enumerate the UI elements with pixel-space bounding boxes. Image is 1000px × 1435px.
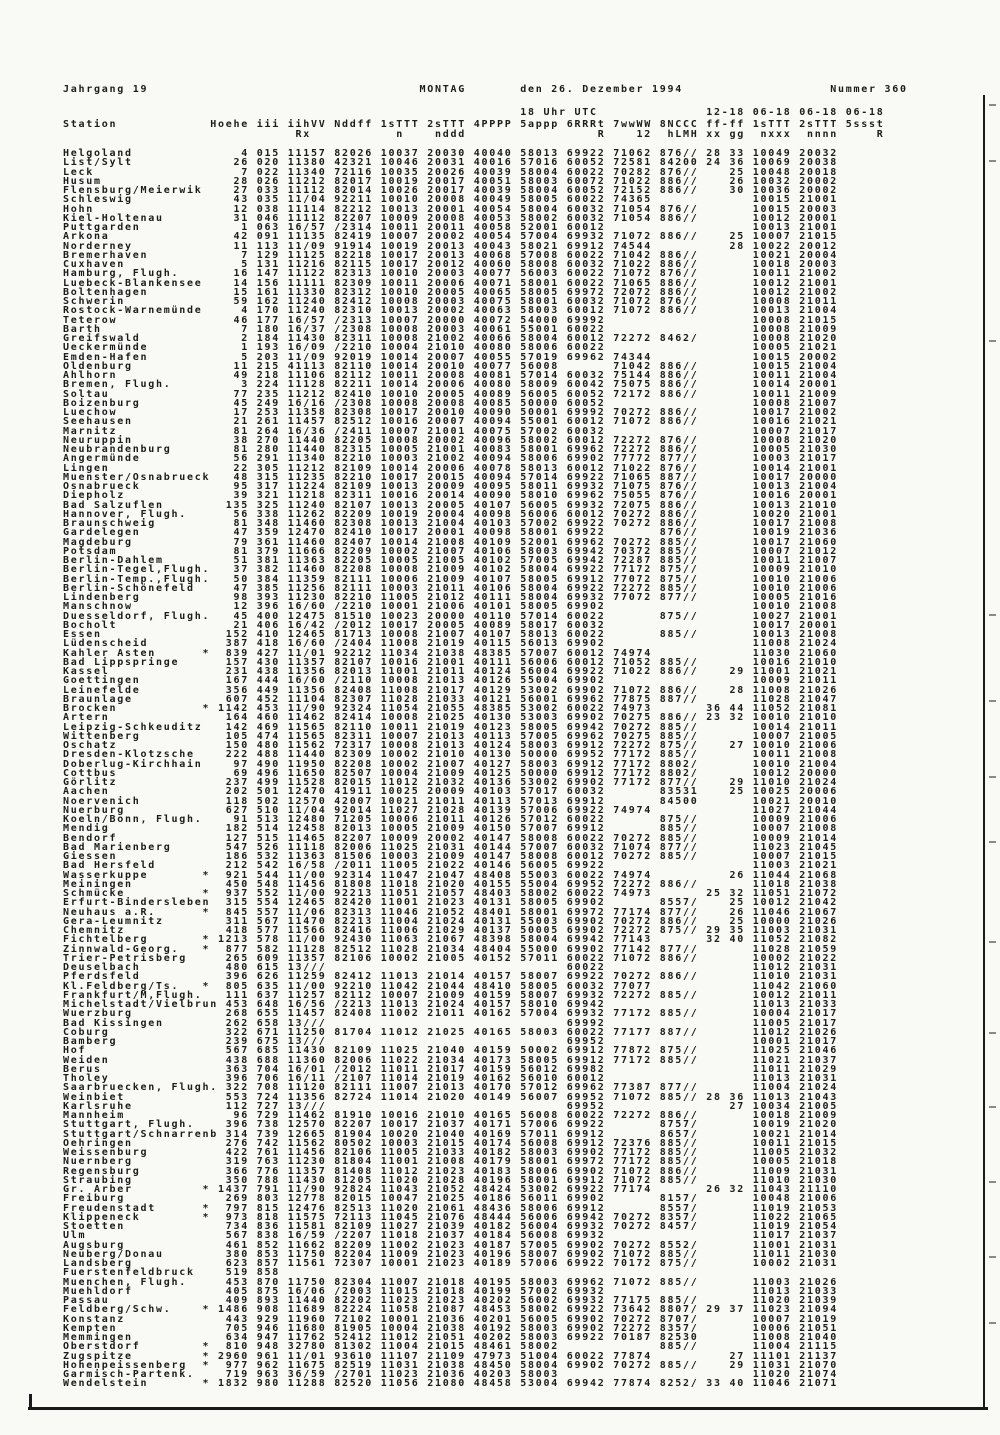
table-row: Stuttgart, Flugh. 396 738 12570 82207 10017 21037 40171 57006 69922 8757/ 10019 21020 <box>63 1119 839 1131</box>
table-row: Konstanz 443 929 11960 72102 10001 21036 40201 56005 69902 70272 8707/ 10007 21019 <box>63 1313 839 1325</box>
scan-mark <box>989 1032 996 1034</box>
table-row: Soltau 77 235 11212 82410 10010 20005 40089 56005 60052 72172 886// 10011 21009 <box>63 388 839 400</box>
table-row: Bad Hersfeld 212 542 16/58 /2011 11005 21022 40146 56005 69922 11003 21021 <box>63 860 839 872</box>
table-row: Coburg 322 671 11250 81704 11012 21025 40165 58003 60022 77177 887// 11012 21026 <box>63 1026 839 1038</box>
table-row: Doberlug-Kirchhain 97 490 11950 82208 10002 21007 40127 58003 69912 77172 8802/ 10010 21004 <box>63 758 839 770</box>
table-row: Barth 7 180 16/37 /2308 10008 20003 40061 55001 60022 10008 21009 <box>63 323 839 335</box>
table-row: Bad Kissingen 262 658 13/// 69992 11005 21017 <box>63 1017 839 1029</box>
date-label: den 26. Dezember 1994 <box>520 84 684 95</box>
table-row: Erfurt-Bindersleben 315 554 12465 82420 11001 21023 40131 58005 69902 8557/ 25 10012 21042 <box>63 897 839 909</box>
table-row: Muenster/Osnabrueck 48 315 11235 82210 10017 20015 40094 57014 69922 71065 887// 10017 20000 <box>63 471 839 483</box>
table-row: Essen 152 410 12465 81713 10008 21007 40107 58013 60022 885// 10013 21008 <box>63 629 839 640</box>
scan-mark <box>989 160 996 162</box>
scan-mark <box>989 1256 996 1258</box>
table-row: Kassel 231 438 11356 82013 11001 21011 40124 56004 69922 71022 886// 29 11001 21021 <box>63 666 839 677</box>
table-row: Trier-Petrisberg 265 609 11357 82106 10002 21005 40152 57011 60022 71072 886// 10002 21022 <box>63 952 839 964</box>
table-row: Görlitz 237 499 11528 82015 11012 21032 40136 53002 69902 77172 877// 29 11010 21024 <box>63 777 839 788</box>
scan-mark <box>989 1181 996 1183</box>
table-row: List/Sylt 26 020 11380 42321 10046 20031 40016 57016 60052 72581 84200 24 36 10069 20038 <box>63 157 839 169</box>
table-row: Luebeck-Blankensee 14 156 11111 82309 10011 20006 40071 58001 60022 71065 886// 10012 21001 <box>63 277 839 289</box>
table-row: Bocholt 21 406 16/42 /2012 10017 20005 40089 58017 60032 10017 20001 <box>63 619 839 631</box>
table-row: Passau 409 893 11440 82202 11023 21023 40202 56002 69932 77175 885// 11020 21039 <box>63 1295 839 1306</box>
table-row: Neuruppin 38 270 11440 82205 10008 20002 40096 58002 60012 72272 876// 10008 21020 <box>63 434 839 446</box>
table-row: Michelstadt/Vielbrun 453 648 16/56 /2213 11013 21024 40157 58010 69942 11013 21033 <box>63 999 839 1010</box>
scan-mark <box>989 340 996 342</box>
table-row: Schwerin 59 162 11240 82412 10008 20003 40075 58001 60032 71072 876// 10008 21011 <box>63 296 839 307</box>
table-row: Stuttgart/Schnarrenb 314 739 12665 81904 10020 21040 40169 57011 69912 8657/ 10021 21014 <box>63 1128 839 1140</box>
table-row: Angermünde 56 291 11340 82210 10003 21002 40094 58006 69902 77772 877// 10003 21017 <box>63 453 839 465</box>
table-row: Berlin-Dahlem 51 381 11363 82205 10005 21005 40102 57005 69942 72287 885// 10011 21007 <box>63 555 839 566</box>
table-row: Kl.Feldberg/Ts. * 805 635 11/00 92210 11042 21044 48410 58005 60032 77077 11042 21060 <box>63 980 839 992</box>
table-row: Lingen 22 305 11212 82109 10014 20006 40078 58013 60012 71022 876// 10014 21001 <box>63 462 839 474</box>
table-row: Osnabrueck 95 317 11224 82109 10013 20009 40095 58011 69932 71075 876// 10013 21004 <box>63 481 839 492</box>
table-row: Berlin-Tegel,Flugh. 37 382 11460 82208 10008 21009 40102 58004 69922 77172 875// 10009 21010 <box>63 564 839 576</box>
table-row: Cottbus 69 496 11650 82507 10004 21009 40125 50000 69912 77172 8802/ 10012 20000 <box>63 767 839 779</box>
table-row: Seehausen 21 261 11457 82512 10016 20007 40094 55001 60012 71072 886// 10016 21021 <box>63 416 839 428</box>
observation-table <box>63 149 838 1389</box>
scan-mark <box>989 700 996 702</box>
table-row: Norderney 11 113 11/09 91914 10019 20013 40043 58021 69912 74544 28 10022 20012 <box>63 240 839 252</box>
table-row: Neuhaus a.R. * 845 557 11/06 82313 11046 21052 48401 58001 69972 77174 877// 26 11046 21067 <box>63 906 839 918</box>
table-row: Frankfurt/M,Flugh. 111 637 11257 82112 10007 21009 40159 58007 69932 72272 885// 10012 21011 <box>63 989 839 1001</box>
table-row: Ahlhorn 49 218 11106 82112 10011 20008 40081 57014 60032 75144 886// 10011 21004 <box>63 370 839 381</box>
table-row: Kahler Asten * 839 427 11/01 92212 11034 21038 48385 57007 60012 74974 11030 21060 <box>63 647 839 659</box>
scan-mark <box>989 614 996 616</box>
table-row: Berlin-Temp.,Flugh. 50 384 11359 82111 10006 21009 40107 58005 69912 77072 875// 10010 21006 <box>63 573 839 585</box>
table-row: Lindenberg 98 393 11230 82210 11005 21012 40111 58004 69932 77072 877// 10005 21016 <box>63 592 839 603</box>
table-row: Duesseldorf, Flugh. 45 400 12475 81510 10023 20000 40110 57014 60022 875// 10027 21001 <box>63 610 839 622</box>
table-row: Luechow 17 253 11358 82308 10017 20010 40090 50001 69992 70272 886// 10017 21002 <box>63 407 839 418</box>
table-row: Emden-Hafen 5 203 11/09 92019 10014 20007 40055 57019 69962 74344 10015 20002 <box>63 351 839 363</box>
table-row: Wasserkuppe * 921 544 11/00 92314 11047 21047 48408 55003 60022 74974 26 11044 21068 <box>63 869 839 881</box>
table-row: Oberstdorf * 810 948 32780 81302 11004 21015 48461 58002 885// 11004 21115 <box>63 1341 839 1353</box>
table-header-columns: Station Hoehe iii iihVV Nddff 1sTTT 2sTTT 4PPPP 5appp 6RRRt 7wwWW 8NCCC ff-ff 1sTTT 2sTTT 5ssst <box>63 119 885 130</box>
table-row: Neuberg/Donau 380 853 11750 82204 11009 21023 40196 58007 69902 71072 885// 11011 21030 <box>63 1248 839 1260</box>
table-row: Feldberg/Schw. * 1486 908 11689 82224 11058 21087 48453 58002 69922 73642 8807/ 29 37 11023 21094 <box>63 1304 839 1316</box>
table-row: Mannheim 96 729 11462 81910 10016 21010 40165 56008 60022 72272 886// 10018 21009 <box>63 1110 839 1121</box>
table-row: Husum 28 026 11212 82017 10019 20017 40051 58003 60072 71022 886// 26 10032 20002 <box>63 175 839 187</box>
table-row: Aachen 202 501 12470 41911 10025 20009 40103 57017 60032 83531 25 10025 20006 <box>63 786 839 798</box>
table-row: Ulm 567 838 16/59 /2207 11018 21037 40184 56008 69932 11017 21037 <box>63 1230 839 1242</box>
table-row: Bad Lippspringe 157 430 11357 82107 10016 21001 40111 56006 60012 71052 885// 10016 21010 <box>63 656 839 668</box>
table-row: Nuerburg 627 510 11/04 92014 11027 21028 40139 57006 69922 74974 11027 21044 <box>63 804 839 816</box>
table-row: Karlsruhe 112 727 13/// 69952 27 10034 21005 <box>63 1100 839 1112</box>
table-row: Potsdam 81 379 11666 82209 10002 21007 40106 58003 69942 70372 885// 10007 21012 <box>63 545 839 557</box>
scan-edge-left-tick <box>29 1394 32 1409</box>
table-row: Memmingen 634 947 11762 52412 11012 21051 40202 58003 69922 70187 82530 11008 21040 <box>63 1332 839 1343</box>
table-row: Stoetten 734 836 11581 82109 11027 21039 40182 56004 69932 70272 8457/ 11019 21054 <box>63 1221 839 1232</box>
table-row: Schmücke * 937 552 11/00 92213 11051 21057 48403 58002 60022 74973 25 32 11051 21072 <box>63 888 839 899</box>
table-row: Landsberg 623 857 11561 72307 10001 21023 40189 57006 69922 70172 875// 10002 21031 <box>63 1258 839 1269</box>
table-row: Leipzig-Schkeuditz 142 469 11565 82110 10011 21019 40123 58005 69942 70272 885// 10014 21011 <box>63 721 839 733</box>
table-row: Hohenpeissenberg * 977 962 11675 82519 11031 21038 48450 58004 69902 70272 885// 29 11031 21070 <box>63 1359 839 1371</box>
table-row: Leck 7 022 11340 72116 10035 20026 40039 58004 60022 70282 876// 25 10048 20018 <box>63 166 839 178</box>
table-row: Garmisch-Partenk. 719 963 36/59 /2701 11023 21036 40203 58003 11020 21074 <box>63 1369 839 1380</box>
table-row: Fuerstenfeldbruck 519 858 <box>63 1267 839 1279</box>
table-row: Bendorf 127 515 11465 82207 10009 20002 40147 58008 60022 70272 885// 10009 21014 <box>63 832 839 844</box>
table-row: Meiningen 450 548 11456 81808 11018 21020 40155 55004 69952 72272 886// 11018 21038 <box>63 878 839 890</box>
table-row: Cuxhaven 5 131 11216 82115 10017 20012 40060 58008 60032 71022 886// 10018 20003 <box>63 259 839 270</box>
table-header-subcolumns: Rx n nddd R 12 hLMH xx gg nxxx nnnn R <box>63 129 885 140</box>
table-row: Weissenburg 422 761 11456 82106 11005 21033 40182 58003 69902 77172 885// 11005 21032 <box>63 1147 839 1158</box>
table-row: Hannover, Flugh. 56 338 11262 82209 10019 20004 40098 56006 60012 70272 886// 10020 21001 <box>63 508 839 520</box>
scan-mark <box>989 104 996 106</box>
table-row: Magdeburg 79 361 11460 82407 10014 21008 40109 52001 69962 70272 885// 10017 21060 <box>63 536 839 548</box>
table-row: Braunschweig 81 348 11460 82308 10013 21004 40103 57002 69922 70272 886// 10017 21008 <box>63 518 839 529</box>
table-row: Weinbiet 553 724 11356 82724 11014 21020 40149 56007 69952 71072 885// 28 36 11013 21043 <box>63 1091 839 1103</box>
scan-mark <box>989 941 996 943</box>
table-row: Noervenich 118 502 12570 42007 10021 21011 40113 57013 69912 84500 10021 20010 <box>63 795 839 807</box>
table-row: Wuerzburg 268 655 11457 82408 11002 21011 40162 57004 69932 77172 885// 10004 21017 <box>63 1008 839 1020</box>
table-row: Hohn 12 038 11114 82212 10013 20001 40054 58004 60032 71054 876// 10015 20003 <box>63 203 839 215</box>
table-row: Zinnwald-Georg. * 877 582 11128 82512 11028 21034 48404 55000 69902 77142 877// 11028 21059 <box>63 943 839 955</box>
table-row: Berus 363 704 16/01 /2012 11011 21017 40159 56012 69982 11011 21029 <box>63 1063 839 1075</box>
table-row: Augsburg 461 852 11662 82209 11002 21023 40187 57005 69902 70272 8552/ 11001 21031 <box>63 1239 839 1251</box>
table-row: Tholey 396 706 16/11 /2107 11014 21019 40162 56010 60012 11013 21031 <box>63 1073 839 1084</box>
scan-mark <box>989 1322 996 1324</box>
table-row: Gera-Leumnitz 311 567 11470 82213 11004 21024 40131 55003 69902 70272 886// 25 10000 21026 <box>63 915 839 927</box>
table-row: Flensburg/Meierwik 27 033 11112 82014 10026 20017 40039 58004 60052 72152 886// 30 10036 20002 <box>63 185 839 196</box>
table-row: Schleswig 43 035 11/04 92211 10010 20008 40049 58005 60022 74365 10015 21001 <box>63 194 839 206</box>
table-row: Freudenstadt * 797 815 12476 82513 11020 21061 48436 58006 69912 8557/ 11019 21053 <box>63 1202 839 1214</box>
table-row: Straubing 350 788 11430 81205 11020 21028 40196 58001 69912 71072 885// 11010 21030 <box>63 1174 839 1186</box>
table-row: Goettingen 167 444 16/60 /2110 10008 21013 40126 55004 69902 10009 21011 <box>63 675 839 687</box>
weekday-label: MONTAG <box>419 84 467 95</box>
table-row: Artern 164 460 11462 82414 10008 21025 40130 53003 69902 70275 886// 23 32 10010 21010 <box>63 712 839 724</box>
table-row: Bremerhaven 7 129 11125 82218 10017 20013 40068 57008 60022 71042 886// 10021 20004 <box>63 249 839 261</box>
table-row: Freiburg 269 803 12778 82015 10047 21025 40186 56011 69902 8157/ 10048 21006 <box>63 1193 839 1205</box>
table-row: Wittenberg 105 474 11565 82311 10007 21013 40113 57005 69962 70275 885// 10007 21005 <box>63 730 839 742</box>
table-row: Muehldorf 405 875 16/06 /2003 11015 21018 40199 57002 69932 11013 21033 <box>63 1285 839 1297</box>
table-row: Koeln/Bonn, Flugh. 91 513 12480 71205 10006 21011 40126 57012 60022 875// 10009 21006 <box>63 814 839 825</box>
table-row: Greifswald 2 184 11430 82311 10008 21002 40066 58004 60012 72272 8462/ 10008 21020 <box>63 333 839 344</box>
scan-mark <box>989 776 996 778</box>
table-row: Kempten 705 946 11680 81905 10004 21038 40192 58003 69902 72272 8357/ 10006 21051 <box>63 1322 839 1334</box>
table-row: Giessen 186 532 11363 81506 10003 21009 40147 58008 60012 70272 885// 10007 21015 <box>63 851 839 862</box>
table-row: Bremen, Flugh. 3 224 11128 82211 10014 20006 40080 58009 60042 75075 886// 10014 20001 <box>63 379 839 391</box>
table-row: Lüdenscheid 387 418 16/60 /2404 11008 21019 40115 56013 69902 11008 21024 <box>63 638 839 650</box>
table-row: Brocken * 1142 453 11/90 92324 11054 21055 48385 53002 60022 74973 36 44 11052 21081 <box>63 703 839 714</box>
table-row: Leinefelde 356 449 11356 82408 11008 21017 40129 53002 69902 71072 886// 28 11008 21026 <box>63 684 839 696</box>
table-row: Gardelegen 47 359 12470 82410 10017 20001 40098 58001 69922 876// 10019 21036 <box>63 527 839 539</box>
table-row: Zugspitze * 2960 961 11/01 93610 11107 21109 47973 51004 60022 77874 27 11101 21137 <box>63 1350 839 1362</box>
table-row: Arkona 42 091 11135 82419 10007 20002 40054 57004 69932 71072 886// 25 10007 21015 <box>63 231 839 243</box>
table-row: Oehringen 276 742 11562 80502 10003 21015 40174 56008 69912 72376 885// 10011 21015 <box>63 1137 839 1149</box>
table-row: Chemnitz 418 577 11566 82416 11006 21029 40137 50005 69902 72272 875// 29 35 11003 21031 <box>63 925 839 936</box>
table-row: Manschnow 12 396 16/60 /2210 10001 21006 40101 58005 69902 10010 21008 <box>63 601 839 613</box>
table-row: Dresden-Klotzsche 222 488 11440 82309 10002 21010 40130 50000 69952 77172 885// 10011 21008 <box>63 749 839 761</box>
table-row: Bad Marienberg 547 526 11118 82006 11025 21031 40144 57007 60032 71074 877// 11023 21045 <box>63 841 839 853</box>
table-row: Pferdsfeld 396 626 11259 82412 11013 21014 40157 58007 69922 70272 886// 11010 21031 <box>63 971 839 983</box>
table-row: Teterow 46 177 16/57 /2313 10007 20000 40072 54000 69992 10008 21015 <box>63 314 839 326</box>
table-row: Bad Salzuflen 135 325 11240 82107 10013 20005 40107 56005 69932 72075 886// 10013 21010 <box>63 499 839 511</box>
table-row: Regensburg 366 776 11357 81408 11012 21023 40183 58006 69902 71072 886// 11009 21031 <box>63 1165 839 1177</box>
table-row: Mendig 182 514 12458 82013 10005 21009 40150 57007 69912 885// 10007 21008 <box>63 823 839 835</box>
table-row: Boltenhagen 15 161 11330 82312 10010 20005 40065 58005 69972 72072 886// 10012 21002 <box>63 286 839 298</box>
table-row: Oschatz 150 480 11562 72317 10008 21013 40124 58003 69912 72272 875// 27 10010 21006 <box>63 740 839 751</box>
scan-mark <box>989 841 996 843</box>
table-row: Kiel-Holtenau 31 046 11112 82207 10009 20008 40053 58002 60032 71054 886// 10012 20001 <box>63 212 839 224</box>
table-row: Muenchen, Flugh. 453 870 11750 82304 11007 21018 40195 58003 69962 71072 885// 11003 21026 <box>63 1276 839 1288</box>
table-row: Berlin-Schönefeld 47 385 11256 82111 10003 21011 40106 58004 69922 72272 885// 10010 21006 <box>63 582 839 594</box>
table-header-time-row: 18 Uhr UTC 12-18 06-18 06-18 06-18 <box>63 107 885 118</box>
table-row: Puttgarden 1 063 16/57 /2314 10011 20011 40058 52001 60012 10013 21001 <box>63 222 839 233</box>
scan-mark <box>989 1106 996 1108</box>
table-row: Hof 567 685 11430 82109 11025 21040 40159 50002 69912 77872 875// 11025 21046 <box>63 1045 839 1057</box>
table-row: Weiden 438 688 11360 82006 11022 21034 40173 58005 69912 77172 885// 11021 21037 <box>63 1054 839 1066</box>
table-row: Hamburg, Flugh. 16 147 11122 82313 10010 20003 40077 56003 60022 71072 876// 10011 21002 <box>63 268 839 280</box>
table-row: Wendelstein * 1832 980 11288 82520 11056 21080 48458 53004 69942 77874 8252/ 33 40 11046 21071 <box>63 1378 839 1390</box>
table-row: Neubrandenburg 81 280 11440 82315 10005 21001 40083 58001 69962 72272 886// 10005 21030 <box>63 444 839 455</box>
table-row: Diepholz 39 321 11218 82311 10016 20014 40090 58010 69962 75055 876// 10016 20001 <box>63 490 839 502</box>
table-row: Bamberg 239 675 13/// 69952 10001 21017 <box>63 1036 839 1047</box>
table-row: Boizenburg 45 249 16/16 /2308 10008 20008 40085 50000 60052 10008 21007 <box>63 397 839 409</box>
volume-label: Jahrgang 19 <box>63 84 149 95</box>
table-row: Fichtelberg * 1213 578 11/00 92430 11063 21067 48398 58004 69942 77143 32 40 11052 21082 <box>63 934 839 946</box>
table-row: Saarbruecken, Flugh. 322 708 11120 82111 11007 21013 40170 57012 69962 77387 877// 11004 21024 <box>63 1082 839 1094</box>
table-row: Gr. Arber * 1437 791 11/90 92824 11043 21052 48424 53002 69922 77174 26 32 11043 21110 <box>63 1184 839 1195</box>
table-row: Klippeneck * 973 818 11575 72113 11045 21076 48444 56006 69942 70272 8357/ 11022 21065 <box>63 1211 839 1223</box>
table-row: Helgoland 4 015 11157 82026 10037 20030 40040 58013 69922 71062 876// 28 33 10049 20032 <box>63 148 839 159</box>
issue-label: Nummer 360 <box>830 84 908 95</box>
scan-edge-right <box>983 95 985 1409</box>
table-row: Rostock-Warnemünde 4 170 11240 82310 10013 20002 40063 58003 60012 71072 886// 10013 21004 <box>63 305 839 317</box>
table-row: Nuernberg 319 763 11230 81804 11001 21008 40179 58001 69972 77172 885// 10005 21018 <box>63 1156 839 1168</box>
table-row: Marnitz 81 264 16/36 /2411 10007 21001 40075 57002 60032 10007 21017 <box>63 425 839 437</box>
table-row: Ueckermünde 1 193 16/09 /2210 10004 21010 40080 58006 60022 10005 21021 <box>63 342 839 354</box>
scan-edge-bottom <box>28 1407 988 1410</box>
table-row: Braunlage 607 452 11104 82307 11028 21033 40121 56001 69962 77875 887// 11028 21047 <box>63 693 839 705</box>
table-row: Deuselbach 480 615 13/// 60022 11012 21031 <box>63 962 839 973</box>
table-row: Oldenburg 11 215 41113 82110 10014 20010 40077 56008 71042 886// 10015 21004 <box>63 360 839 372</box>
